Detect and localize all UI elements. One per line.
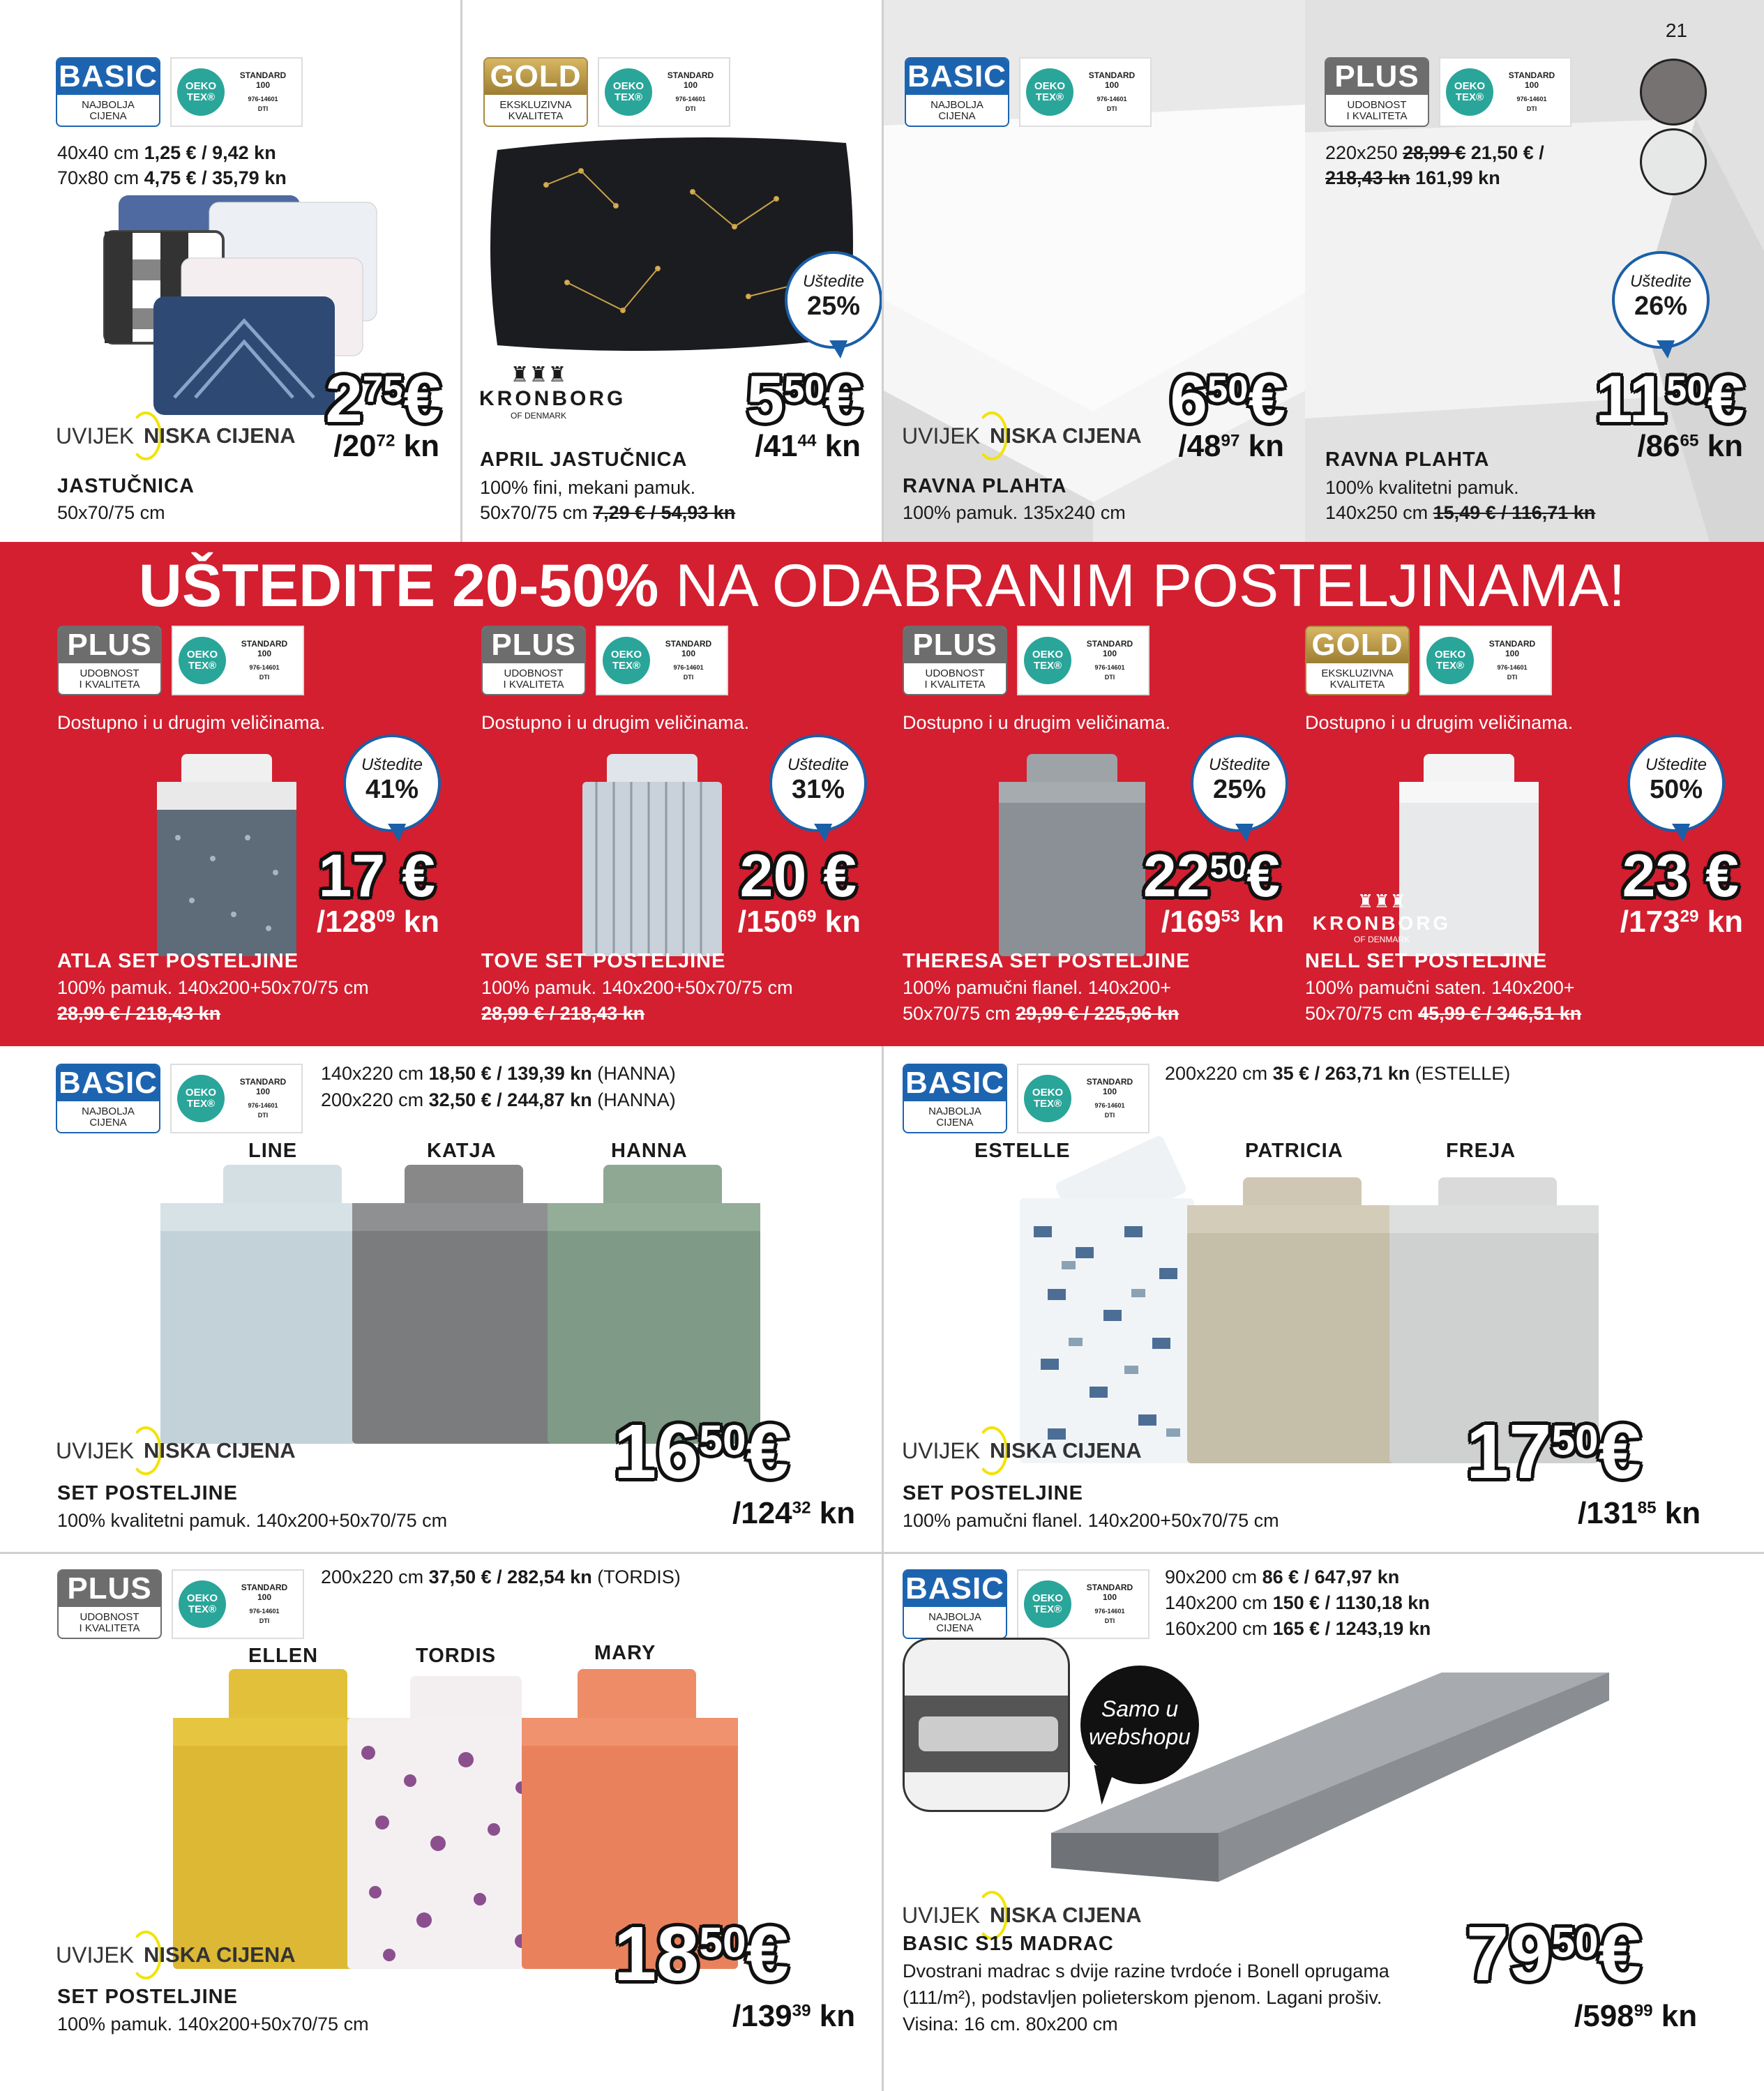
size-price-line: 140x220 cm 18,50 € / 139,39 kn (HANNA) xyxy=(321,1063,676,1084)
price-eur: $11^{50}€$ xyxy=(1595,362,1744,437)
uvijek-niska-cijena-logo: UVIJEK NISKA CIJENA xyxy=(902,1426,1142,1475)
price-kn: $/139^{39}$ kn xyxy=(732,1999,856,2033)
product-card-ravna-plahta[interactable] xyxy=(884,0,1305,542)
product-card-april[interactable] xyxy=(462,0,882,542)
product-old-price: 50x70/75 cm 7,29 € / 54,93 kn xyxy=(480,502,736,523)
oeko-tex-badge: OEKO TEX® STANDARD 100 976-14601 DTI xyxy=(1439,57,1571,127)
product-title: RAVNA PLAHTA xyxy=(1325,448,1490,471)
product-desc: 50x70/75 cm xyxy=(57,502,165,523)
product-desc: 100% pamučni saten. 140x200+ xyxy=(1305,977,1575,998)
price-eur: $5^{50}€$ xyxy=(746,362,862,437)
price-kn: $/86^{65}$ kn xyxy=(1637,429,1743,463)
availability-note: Dostupno i u drugim veličinama. xyxy=(1305,712,1574,733)
oeko-tex-badge: OEKO TEX® STANDARD 100 976-14601 DTI xyxy=(1017,1064,1149,1133)
product-title: THERESA SET POSTELJINE xyxy=(903,950,1191,972)
uvijek-niska-cijena-logo: UVIJEK NISKA CIJENA xyxy=(902,412,1142,460)
price-kn: $/169^{53}$ kn xyxy=(1161,905,1284,939)
basic-badge: BASIC NAJBOLJA CIJENA xyxy=(903,1064,1007,1133)
basic-badge: BASIC NAJBOLJA CIJENA xyxy=(903,1569,1007,1639)
price-kn: $/598^{99}$ kn xyxy=(1574,1999,1698,2033)
kronborg-logo: ♜♜♜ KRONBORG OF DENMARK xyxy=(479,363,626,421)
price-eur: $2^{75}€$ xyxy=(325,362,441,437)
plus-badge: PLUS UDOBNOST I KVALITETA xyxy=(1325,57,1429,127)
size-price-line: 90x200 cm 86 € / 647,97 kn xyxy=(1165,1567,1400,1587)
price-kn: $/20^{72}$ kn xyxy=(333,429,439,463)
oeko-tex-badge: OEKO TEX® STANDARD 100 976-14601 DTI xyxy=(172,1569,304,1639)
basic-badge: BASIC NAJBOLJA CIJENA xyxy=(56,57,160,127)
price-eur: $22^{50}€$ xyxy=(1143,843,1280,909)
price-eur: 20 € xyxy=(739,843,857,909)
oeko-tex-badge: OEKO TEX® STANDARD 100 976-14601 DTI xyxy=(1419,626,1552,695)
price-kn: $/128^{09}$ kn xyxy=(316,905,439,939)
product-desc: Dvostrani madrac s dvije razine tvrdoće i Bonell oprugama xyxy=(903,1961,1389,1981)
size-price-line: 140x200 cm 150 € / 1130,18 kn xyxy=(1165,1592,1430,1613)
price-eur: $16^{50}€$ xyxy=(614,1409,789,1495)
oeko-tex-badge: OEKO TEX® STANDARD 100 976-14601 DTI xyxy=(170,1064,303,1133)
product-card-nell[interactable] xyxy=(1305,626,1764,1044)
save-badge: Uštedite 25% xyxy=(1191,734,1288,832)
size-price-line: 160x200 cm 165 € / 1243,19 kn xyxy=(1165,1618,1431,1639)
promo-banner: UŠTEDITE 20-50% NA ODABRANIM POSTELJINAMA! xyxy=(138,552,1626,619)
oeko-tex-badge: OEKO TEX® STANDARD 100 976-14601 DTI xyxy=(172,626,304,695)
product-old-price: 28,99 € / 218,43 kn xyxy=(481,1003,645,1024)
color-swatch-grey[interactable] xyxy=(1640,59,1707,126)
plus-badge: PLUS UDOBNOST I KVALITETA xyxy=(481,626,586,695)
uvijek-niska-cijena-logo: UVIJEK NISKA CIJENA xyxy=(902,1891,1142,1940)
product-desc: 100% pamučni flanel. 140x200+50x70/75 cm xyxy=(903,1510,1279,1531)
save-badge: Uštedite 50% xyxy=(1627,734,1725,832)
plus-badge: PLUS UDOBNOST I KVALITETA xyxy=(57,626,162,695)
promo-band xyxy=(0,542,1764,1046)
product-card-basic-s15-madrac[interactable] xyxy=(884,1554,1764,2091)
page-number: 21 xyxy=(1665,20,1687,41)
variant-label: HANNA xyxy=(611,1140,688,1162)
variant-label: LINE xyxy=(248,1140,298,1162)
product-card-set-posteljine-plus[interactable] xyxy=(0,1554,882,2091)
product-title: SET POSTELJINE xyxy=(903,1482,1083,1504)
product-desc: 100% pamuk. 140x200+50x70/75 cm xyxy=(57,2014,369,2035)
product-desc: 100% pamučni flanel. 140x200+ xyxy=(903,977,1172,998)
product-desc: 100% pamuk. 135x240 cm xyxy=(903,502,1126,523)
price-eur: $18^{50}€$ xyxy=(614,1911,789,1997)
price-kn: $/41^{44}$ kn xyxy=(755,429,861,463)
variant-label: ESTELLE xyxy=(974,1140,1071,1162)
save-badge: Uštedite 31% xyxy=(769,734,867,832)
basic-badge: BASIC NAJBOLJA CIJENA xyxy=(56,1064,160,1133)
product-desc: (111/m²), podstavljen polieterskom pjenom. Lagani prošiv. xyxy=(903,1987,1382,2008)
kronborg-logo: ♜♜♜ KRONBORG OF DENMARK xyxy=(1312,891,1452,944)
price-kn: $/150^{69}$ kn xyxy=(737,905,861,939)
availability-note: Dostupno i u drugim veličinama. xyxy=(903,712,1171,733)
save-badge: Uštedite 26% xyxy=(1612,251,1710,349)
product-card-set-posteljine-basic-2[interactable] xyxy=(884,1046,1764,1552)
price-eur: $79^{50}€$ xyxy=(1466,1911,1641,1997)
product-title: NELL SET POSTELJINE xyxy=(1305,950,1548,972)
price-kn: $/131^{85}$ kn xyxy=(1578,1496,1701,1530)
product-title: TOVE SET POSTELJINE xyxy=(481,950,726,972)
variant-label: ELLEN xyxy=(248,1645,319,1667)
product-card-jastucnica[interactable] xyxy=(0,0,460,542)
duvet-tove-image xyxy=(582,754,722,956)
plus-badge: PLUS UDOBNOST I KVALITETA xyxy=(57,1569,162,1639)
price-kn: $/173^{29}$ kn xyxy=(1620,905,1743,939)
product-desc: 100% fini, mekani pamuk. xyxy=(480,477,696,498)
save-badge: Uštedite 25% xyxy=(785,251,882,349)
size-price-line: 220x250 28,99 € 21,50 € / xyxy=(1325,142,1544,163)
size-price-line: 200x220 cm 35 € / 263,71 kn (ESTELLE) xyxy=(1165,1063,1511,1084)
product-title: RAVNA PLAHTA xyxy=(903,475,1067,497)
product-card-atla[interactable] xyxy=(0,626,460,1044)
size-price-line: 40x40 cm 1,25 € / 9,42 kn xyxy=(57,142,276,163)
uvijek-niska-cijena-logo: UVIJEK NISKA CIJENA xyxy=(56,1931,296,1979)
variant-label: TORDIS xyxy=(416,1645,497,1667)
basic-badge: BASIC NAJBOLJA CIJENA xyxy=(905,57,1009,127)
availability-note: Dostupno i u drugim veličinama. xyxy=(57,712,326,733)
product-title: APRIL JASTUČNICA xyxy=(480,448,688,471)
oeko-tex-badge: OEKO TEX® STANDARD 100 976-14601 DTI xyxy=(1017,1569,1149,1639)
price-kn: $/48^{97}$ kn xyxy=(1178,429,1284,463)
webshop-only-badge: Samo u webshopu xyxy=(1080,1666,1199,1784)
availability-note: Dostupno i u drugim veličinama. xyxy=(481,712,750,733)
plus-badge: PLUS UDOBNOST I KVALITETA xyxy=(903,626,1007,695)
variant-label: KATJA xyxy=(427,1140,497,1162)
product-old-price: 50x70/75 cm 45,99 € / 346,51 kn xyxy=(1305,1003,1582,1024)
oeko-tex-badge: OEKO TEX® STANDARD 100 976-14601 DTI xyxy=(596,626,728,695)
variant-label: FREJA xyxy=(1446,1140,1516,1162)
product-title: JASTUČNICA xyxy=(57,475,195,497)
product-desc: 100% kvalitetni pamuk. xyxy=(1325,477,1519,498)
size-price-line: 218,43 kn 161,99 kn xyxy=(1325,167,1500,188)
variant-label: MARY xyxy=(594,1642,656,1664)
price-eur: $17^{50}€$ xyxy=(1466,1409,1641,1495)
variant-label: PATRICIA xyxy=(1245,1140,1343,1162)
product-desc: Visina: 16 cm. 80x200 cm xyxy=(903,2014,1118,2035)
oeko-tex-badge: OEKO TEX® STANDARD 100 976-14601 DTI xyxy=(1019,57,1152,127)
mattress-detail-image xyxy=(903,1638,1070,1812)
product-title: SET POSTELJINE xyxy=(57,1482,238,1504)
oeko-tex-badge: OEKO TEX® STANDARD 100 976-14601 DTI xyxy=(598,57,730,127)
gold-badge: GOLD EKSKLUZIVNA KVALITETA xyxy=(1305,626,1410,695)
product-card-set-posteljine-basic-1[interactable] xyxy=(0,1046,882,1552)
price-kn: $/124^{32}$ kn xyxy=(732,1496,856,1530)
product-desc: 100% kvalitetni pamuk. 140x200+50x70/75 cm xyxy=(57,1510,448,1531)
size-price-line: 70x80 cm 4,75 € / 35,79 kn xyxy=(57,167,287,188)
product-title: SET POSTELJINE xyxy=(57,1986,238,2008)
product-title: BASIC S15 MADRAC xyxy=(903,1933,1114,1955)
oeko-tex-badge: OEKO TEX® STANDARD 100 976-14601 DTI xyxy=(1017,626,1149,695)
size-price-line: 200x220 cm 37,50 € / 282,54 kn (TORDIS) xyxy=(321,1567,681,1587)
color-swatch-white[interactable] xyxy=(1640,128,1707,195)
product-old-price: 50x70/75 cm 29,99 € / 225,96 kn xyxy=(903,1003,1179,1024)
product-old-price: 140x250 cm 15,49 € / 116,71 kn xyxy=(1325,502,1596,523)
price-eur: $6^{50}€$ xyxy=(1170,362,1286,437)
product-card-tove[interactable] xyxy=(462,626,882,1044)
product-old-price: 28,99 € / 218,43 kn xyxy=(57,1003,221,1024)
uvijek-niska-cijena-logo: UVIJEK NISKA CIJENA xyxy=(56,412,296,460)
price-eur: 23 € xyxy=(1622,843,1739,909)
duvet-theresa-image xyxy=(999,754,1145,956)
gold-badge: GOLD EKSKLUZIVNA KVALITETA xyxy=(483,57,588,127)
product-card-ravna-plahta-plus[interactable] xyxy=(1305,0,1764,542)
size-price-line: 200x220 cm 32,50 € / 244,87 kn (HANNA) xyxy=(321,1089,676,1110)
uvijek-niska-cijena-logo: UVIJEK NISKA CIJENA xyxy=(56,1426,296,1475)
duvets-line-katja-hanna-image xyxy=(160,1165,760,1444)
product-card-theresa[interactable] xyxy=(884,626,1305,1044)
price-eur: 17 € xyxy=(318,843,435,909)
product-title: ATLA SET POSTELJINE xyxy=(57,950,299,972)
oeko-tex-badge: OEKO TEX® STANDARD 100 976-14601 DTI xyxy=(170,57,303,127)
save-badge: Uštedite 41% xyxy=(343,734,441,832)
duvet-atla-image xyxy=(157,754,296,956)
product-desc: 100% pamuk. 140x200+50x70/75 cm xyxy=(481,977,793,998)
product-desc: 100% pamuk. 140x200+50x70/75 cm xyxy=(57,977,369,998)
